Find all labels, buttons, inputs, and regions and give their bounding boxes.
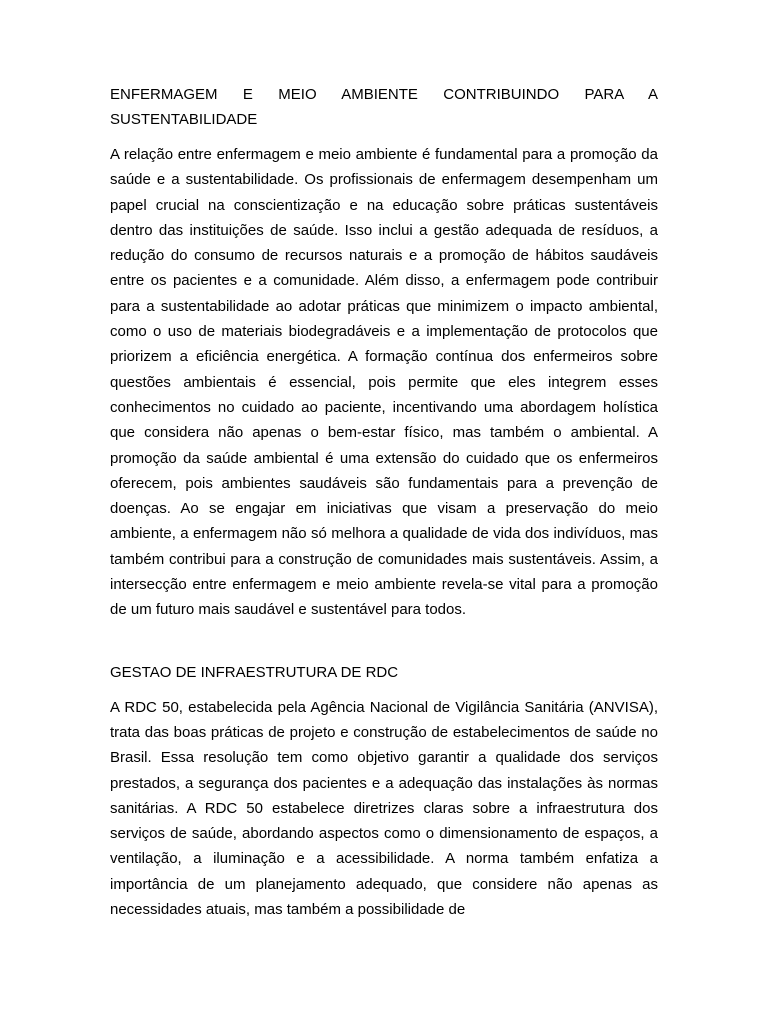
section-heading-nursing-environment: ENFERMAGEM E MEIO AMBIENTE CONTRIBUINDO PARA A SUSTENTABILIDADE (110, 86, 658, 128)
section-spacer (110, 623, 658, 660)
section-heading-rdc-infrastructure: GESTAO DE INFRAESTRUTURA DE RDC (110, 663, 399, 681)
section-body-nursing-environment: A relação entre enfermagem e meio ambiente é fundamental para a promoção da saúde e a sustentabilidade. Os profissionais de enfermagem desempenham um papel crucial na conscientização e na educação sobre práticas sustentáveis dentro das instituições de saúde. Isso inclui a gestão adequada de resíduos, a redução do consumo de recursos naturais e a promoção de hábitos saudáveis entre os pacientes e a comunidade. Além disso, a enfermagem pode contribuir para a sustentabilidade ao adotar práticas que minimizem o impacto ambiental, como o uso de materiais biodegradáveis e a implementação de protocolos que priorizem a eficiência energética. A formação contínua dos enfermeiros sobre questões ambientais é essencial, pois permite que eles integrem esses conhecimentos no cuidado ao paciente, incentivando uma abordagem holística que considera não apenas o bem-estar físico, mas também o ambiental. A promoção da saúde ambiental é uma extensão do cuidado que os enfermeiros oferecem, pois ambientes saudáveis são fundamentais para a prevenção de doenças. Ao se engajar em iniciativas que visam a preservação do meio ambiente, a enfermagem não só melhora a qualidade de vida dos indivíduos, mas também contribui para a construção de comunidades mais sustentáveis. Assim, a intersecção entre enfermagem e meio ambiente revela-se vital para a promoção de um futuro mais saudável e sustentável para todos. (110, 146, 658, 619)
document-page (110, 82, 658, 922)
section-body-rdc-infrastructure: A RDC 50, estabelecida pela Agência Nacional de Vigilância Sanitária (ANVISA), trata das boas práticas de projeto e construção de estabelecimentos de saúde no Brasil. Essa resolução tem como objetivo garantir a qualidade dos serviços prestados, a segurança dos pacientes e a adequação das instalações às normas sanitárias. A RDC 50 estabelece diretrizes claras sobre a infraestrutura dos serviços de saúde, abordando aspectos como o dimensionamento de espaços, a ventilação, a iluminação e a acessibilidade. A norma também enfatiza a importância de um planejamento adequado, que considere não apenas as necessidades atuais, mas também a possibilidade de (110, 698, 658, 919)
